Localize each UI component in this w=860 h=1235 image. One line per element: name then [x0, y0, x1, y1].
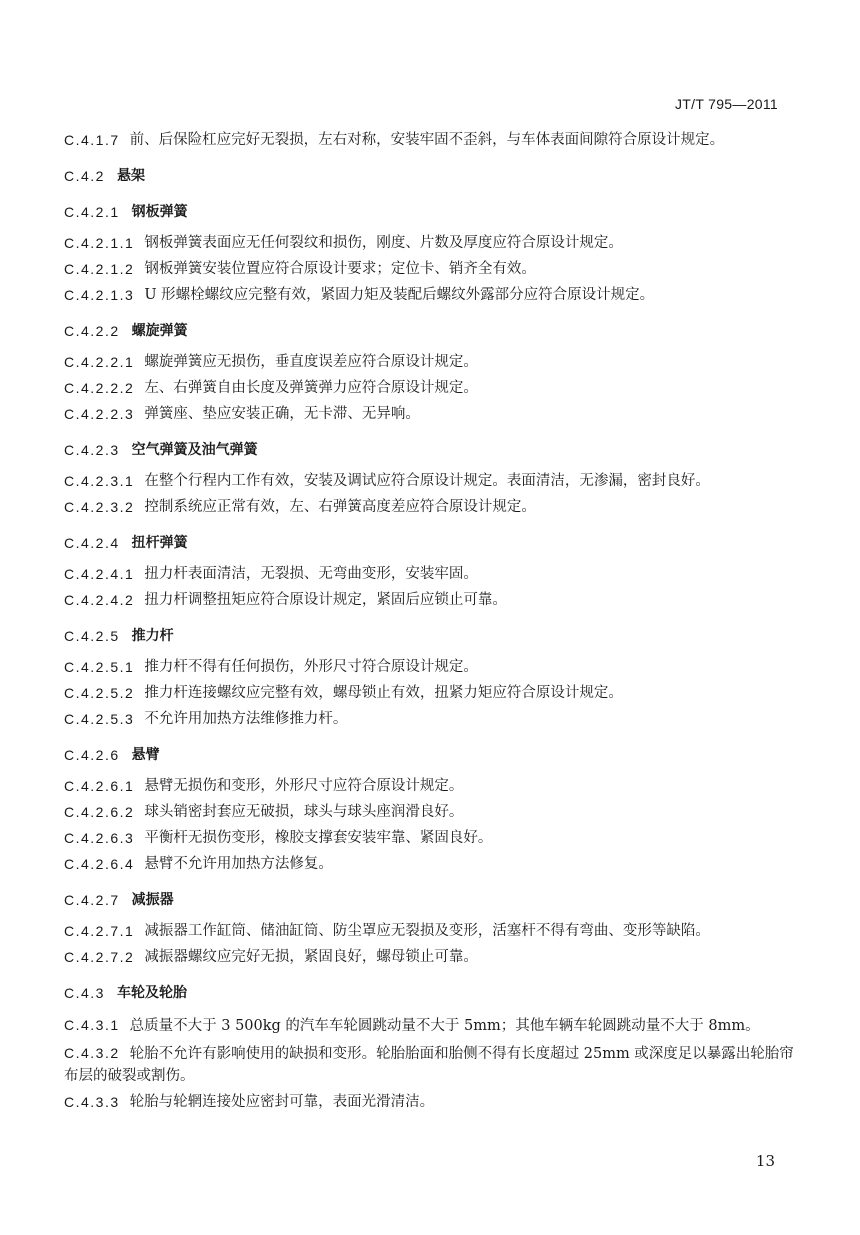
clause-text: 扭力杆调整扭矩应符合原设计规定，紧固后应锁止可靠。 [144, 592, 507, 608]
clause-text: 减振器螺纹应完好无损，紧固良好，螺母锁止可靠。 [144, 949, 478, 965]
clause-text: 球头销密封套应无破损，球头与球头座润滑良好。 [144, 804, 464, 820]
clause-number: C.4.2.5.1 [64, 659, 135, 675]
clause-number: C.4.2.6.4 [64, 856, 135, 872]
clause-text: 钢板弹簧安装位置应符合原设计要求；定位卡、销齐全有效。 [144, 261, 536, 277]
clause-text: 轮胎与轮辋连接处应密封可靠，表面光滑清洁。 [129, 1094, 435, 1110]
section-title: 减振器 [131, 892, 174, 908]
clause-number: C.4.2.7 [64, 892, 120, 908]
section-heading [64, 626, 794, 647]
clause-item [64, 259, 794, 280]
document-body [64, 130, 794, 1118]
clause-item [64, 590, 794, 611]
clause-number: C.4.2.2.1 [64, 354, 135, 370]
clause-number: C.4.3.2 [64, 1045, 120, 1061]
clause-number: C.4.2.1.2 [64, 261, 135, 277]
section-heading [64, 166, 794, 187]
clause-number: C.4.2.6 [64, 747, 120, 763]
clause-text: 弹簧座、垫应安装正确，无卡滞、无异响。 [144, 406, 420, 422]
clause-number: C.4.2.5 [64, 628, 120, 644]
clause-item [64, 404, 794, 425]
clause-item [64, 497, 794, 518]
clause-text: 悬臂无损伤和变形，外形尺寸应符合原设计规定。 [144, 778, 464, 794]
clause-item [64, 921, 794, 942]
clause-text: U 形螺栓螺纹应完整有效，紧固力矩及装配后螺纹外露部分应符合原设计规定。 [144, 287, 655, 303]
clause-number: C.4.2.6.2 [64, 804, 135, 820]
clause-number: C.4.2.3.1 [64, 473, 135, 489]
clause-number: C.4.2.2.3 [64, 406, 135, 422]
clause-item [64, 233, 794, 254]
clause-text: 悬臂不允许用加热方法修复。 [144, 856, 333, 872]
clause-number: C.4.3.3 [64, 1094, 120, 1110]
clause-item [64, 471, 794, 492]
page-number: 13 [755, 1152, 775, 1170]
clause-number: C.4.2.2.2 [64, 380, 135, 396]
clause-number: C.4.2.2 [64, 323, 120, 339]
clause-item [64, 947, 794, 968]
clause-number: C.4.2.6.1 [64, 778, 135, 794]
clause-text: 平衡杆无损伤变形，橡胶支撑套安装牢靠、紧固良好。 [144, 830, 493, 846]
clause-item [64, 683, 794, 704]
section-heading [64, 202, 794, 223]
clause-number: C.4.1.7 [64, 132, 120, 148]
clause-item [64, 776, 794, 797]
clause-item [64, 802, 794, 823]
clause-number: C.4.2.7.2 [64, 949, 135, 965]
clause-number: C.4.2.1.1 [64, 235, 135, 251]
clause-text: 钢板弹簧表面应无任何裂纹和损伤，刚度、片数及厚度应符合原设计规定。 [144, 235, 623, 251]
section-title: 悬架 [116, 168, 145, 184]
section-heading [64, 890, 794, 911]
clause-text: 推力杆连接螺纹应完整有效，螺母锁止有效，扭紧力矩应符合原设计规定。 [144, 685, 623, 701]
clause-number: C.4.2.7.1 [64, 923, 135, 939]
clause-item [64, 564, 794, 585]
section-heading [64, 533, 794, 554]
clause-text: 螺旋弹簧应无损伤，垂直度误差应符合原设计规定。 [144, 354, 478, 370]
section-title: 螺旋弹簧 [131, 323, 188, 339]
section-title: 悬臂 [131, 747, 160, 763]
clause-item [64, 657, 794, 678]
section-heading [64, 983, 794, 1004]
clause-number: C.4.2.4.2 [64, 592, 135, 608]
clause-number: C.4.2.4.1 [64, 566, 135, 582]
clause-number: C.4.2.4 [64, 535, 120, 551]
clause-paragraph [64, 1014, 794, 1037]
clause-number: C.4.2.1.3 [64, 287, 135, 303]
section-title: 扭杆弹簧 [131, 535, 188, 551]
clause-text: 控制系统应正常有效，左、右弹簧高度差应符合原设计规定。 [144, 499, 536, 515]
clause-item [64, 854, 794, 875]
section-heading [64, 745, 794, 766]
clause-number: C.4.2.6.3 [64, 830, 135, 846]
section-heading [64, 440, 794, 461]
clause-number: C.4.2 [64, 168, 105, 184]
clause-text: 推力杆不得有任何损伤，外形尺寸符合原设计规定。 [144, 659, 478, 675]
clause-text: 左、右弹簧自由长度及弹簧弹力应符合原设计规定。 [144, 380, 478, 396]
clause-item [64, 828, 794, 849]
clause-item [64, 709, 794, 730]
clause-text: 减振器工作缸筒、储油缸筒、防尘罩应无裂损及变形，活塞杆不得有弯曲、变形等缺陷。 [144, 923, 710, 939]
section-title: 车轮及轮胎 [116, 985, 187, 1001]
clause-text: 总质量不大于 3 500kg 的汽车车轮圆跳动量不大于 5mm；其他车辆车轮圆跳动量不大于 8mm。 [129, 1018, 760, 1034]
clause-item [64, 130, 794, 151]
clause-number: C.4.2.1 [64, 204, 120, 220]
section-heading [64, 321, 794, 342]
section-title: 空气弹簧及油气弹簧 [131, 442, 258, 458]
clause-number: C.4.2.3.2 [64, 499, 135, 515]
section-title: 推力杆 [131, 628, 174, 644]
clause-number: C.4.2.5.3 [64, 711, 135, 727]
clause-number: C.4.3 [64, 985, 105, 1001]
clause-number: C.4.3.1 [64, 1017, 120, 1033]
section-title: 钢板弹簧 [131, 204, 188, 220]
clause-item [64, 1092, 794, 1113]
clause-text: 不允许用加热方法维修推力杆。 [144, 711, 348, 727]
clause-number: C.4.2.5.2 [64, 685, 135, 701]
clause-text: 扭力杆表面清洁，无裂损、无弯曲变形，安装牢固。 [144, 566, 478, 582]
clause-paragraph [64, 1042, 794, 1087]
clause-item [64, 378, 794, 399]
document-code-header: JT/T 795—2011 [675, 96, 778, 112]
clause-text: 前、后保险杠应完好无裂损，左右对称，安装牢固不歪斜，与车体表面间隙符合原设计规定。 [129, 132, 725, 148]
clause-item [64, 285, 794, 306]
clause-text: 在整个行程内工作有效，安装及调试应符合原设计规定。表面清洁，无渗漏，密封良好。 [144, 473, 710, 489]
clause-text: 轮胎不允许有影响使用的缺损和变形。轮胎胎面和胎侧不得有长度超过 25mm 或深度足以暴露出轮胎帘布层的破裂或割伤。 [64, 1046, 794, 1084]
clause-number: C.4.2.3 [64, 442, 120, 458]
clause-item [64, 352, 794, 373]
